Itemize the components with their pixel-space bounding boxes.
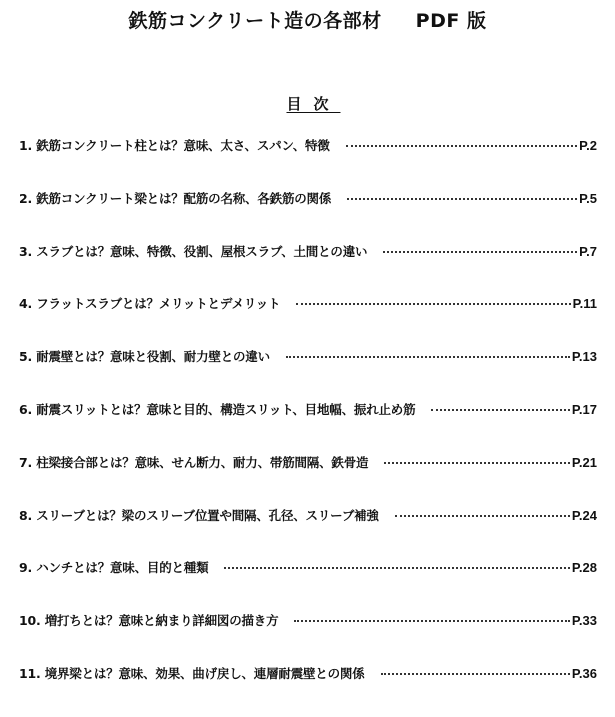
toc-entry-title: 11. 境界梁とは？意味、効果、曲げ戻し、連層耐震壁との関係 xyxy=(19,665,365,681)
toc-entry-page: P.28 xyxy=(571,560,597,576)
toc-dot-leader xyxy=(431,409,570,411)
toc-entry-page: P.11 xyxy=(572,296,597,312)
toc-list xyxy=(19,136,597,717)
toc-entry-page: P.13 xyxy=(571,349,597,365)
toc-entry-title: 1. 鉄筋コンクリート柱とは？意味、太さ、スパン、特徴 xyxy=(19,138,330,153)
toc-dot-leader xyxy=(296,303,570,305)
toc-entry-title: 2. 鉄筋コンクリート梁とは？配筋の名称、各鉄筋の関係 xyxy=(19,190,332,206)
toc-dot-leader xyxy=(346,145,578,147)
toc-entry-title: 6. 耐震スリットとは？意味と目的、構造スリット、目地幅、振れ止め筋 xyxy=(19,401,416,417)
toc-entry[interactable] xyxy=(19,506,597,559)
toc-heading-text: 目次 xyxy=(286,95,341,113)
toc-entry-title: 5. 耐震壁とは？意味と役割、耐力壁との違い xyxy=(19,349,270,365)
toc-entry[interactable] xyxy=(19,242,597,295)
toc-entry-page: P.2 xyxy=(579,138,597,153)
toc-entry-page: P.36 xyxy=(571,665,597,681)
document-title-text: 鉄筋コンクリート造の各部材 xyxy=(128,10,382,32)
toc-entry-title: 3. スラブとは？意味、特徴、役割、屋根スラブ、土間との違い xyxy=(19,243,368,259)
toc-entry-page: P.21 xyxy=(571,454,597,470)
toc-entry[interactable] xyxy=(19,294,597,347)
toc-dot-leader xyxy=(395,515,570,517)
toc-entry-title: 7. 柱梁接合部とは？意味、せん断力、耐力、帯筋間隔、鉄骨造 xyxy=(19,454,369,470)
toc-dot-leader xyxy=(384,462,570,464)
toc-entry-page: P.24 xyxy=(571,507,597,523)
toc-entry[interactable] xyxy=(19,664,597,717)
toc-entry-page: P.7 xyxy=(579,243,597,259)
toc-entry-title: 8. スリーブとは？梁のスリーブ位置や間隔、孔径、スリーブ補強 xyxy=(19,507,379,523)
toc-entry-title: 9. ハンチとは？意味、目的と種類 xyxy=(19,560,209,576)
toc-entry-page: P.33 xyxy=(571,613,597,629)
toc-entry[interactable] xyxy=(19,189,597,242)
toc-entry[interactable] xyxy=(19,136,597,189)
toc-dot-leader xyxy=(383,251,577,253)
toc-dot-leader xyxy=(286,356,570,358)
toc-dot-leader xyxy=(224,567,570,569)
toc-entry[interactable] xyxy=(19,611,597,664)
toc-entry[interactable] xyxy=(19,453,597,506)
toc-entry[interactable] xyxy=(19,558,597,611)
toc-entry-title: 10. 増打ちとは？意味と納まり詳細図の描き方 xyxy=(19,613,279,629)
toc-entry[interactable] xyxy=(19,400,597,453)
toc-entry-page: P.17 xyxy=(571,401,597,417)
toc-entry-page: P.5 xyxy=(579,190,597,206)
document-title-suffix: PDF 版 xyxy=(415,10,487,32)
toc-entry-title: 4. フラットスラブとは？メリットとデメリット xyxy=(19,296,281,312)
toc-dot-leader xyxy=(381,673,570,675)
toc-dot-leader xyxy=(294,620,570,622)
document-title xyxy=(0,6,615,33)
toc-dot-leader xyxy=(347,198,577,200)
toc-entry[interactable] xyxy=(19,347,597,400)
toc-heading xyxy=(0,93,615,114)
